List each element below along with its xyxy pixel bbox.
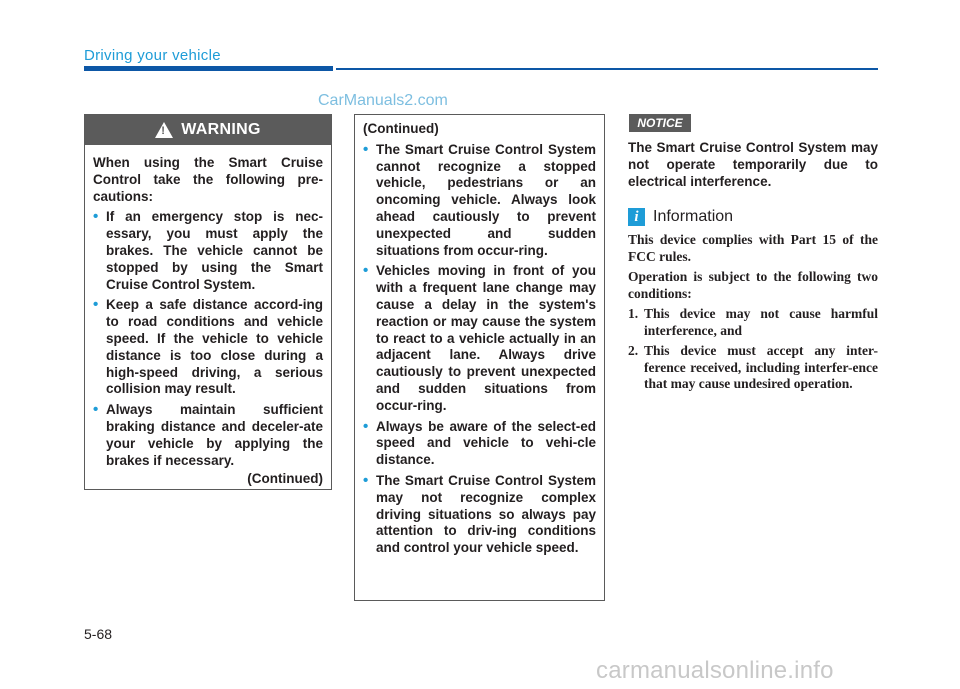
section-title: Driving your vehicle xyxy=(84,47,221,64)
information-list-item xyxy=(628,343,878,393)
information-paragraph: This device complies with Part 15 of the FCC rules. xyxy=(628,232,878,264)
list-number: 1. xyxy=(628,306,639,321)
continued-bullet: • Always be aware of the select-ed speed and vehicle to vehi-cle distance. xyxy=(363,419,596,469)
continued-warning-box xyxy=(354,114,605,601)
warning-bullet: • Keep a safe distance accord-ing to road conditions and vehicle speed. If the vehicle to vehicle distance is too close during a high-speed driving, a serious collision may result. xyxy=(93,297,323,398)
information-heading xyxy=(628,208,733,226)
header-rule-thin xyxy=(336,68,878,70)
info-icon: i xyxy=(628,208,645,226)
information-paragraph: Operation is subject to the following two conditions: xyxy=(628,269,878,301)
continued-bullet: • The Smart Cruise Control System cannot recognize a stopped vehicle, pedestrians or an oncoming vehicle. Always look ahead cautiously to prevent unexpected and sudden situations from occur-ring. xyxy=(363,142,596,260)
warning-triangle-icon xyxy=(155,122,173,138)
warning-header xyxy=(85,115,331,145)
list-text: This device may not cause harmful interference, and xyxy=(644,306,878,338)
warning-intro: When using the Smart Cruise Control take the following pre-cautions: xyxy=(93,155,323,204)
list-number: 2. xyxy=(628,343,639,358)
warning-label: WARNING xyxy=(181,121,261,138)
notice-text: The Smart Cruise Control System may not operate temporarily due to electrical interference. xyxy=(628,140,878,189)
warning-content xyxy=(85,145,331,488)
notice-badge: NOTICE xyxy=(629,114,691,132)
information-body xyxy=(628,232,878,397)
page-number: 5-68 xyxy=(84,626,113,642)
watermark-top: CarManuals2.com xyxy=(318,92,448,109)
watermark-bottom: carmanualsonline.info xyxy=(596,657,834,684)
continued-content xyxy=(355,115,604,557)
warning-box xyxy=(84,114,332,490)
warning-bullet: • If an emergency stop is nec-essary, you must apply the brakes. The vehicle cannot be stopped by using the Smart Cruise Control System. xyxy=(93,209,323,293)
information-list-item xyxy=(628,306,878,339)
information-title: Information xyxy=(653,208,734,225)
continued-heading: (Continued) xyxy=(363,121,439,136)
header-rule-thick xyxy=(84,66,333,71)
continued-bullet: • Vehicles moving in front of you with a frequent lane change may cause a delay in the system's reaction or may cause the system to react to a vehicle actually in an adjacent lane. Always drive cautiously to prevent unexpected and sudden situations from occur-ring. xyxy=(363,263,596,414)
continued-bullet: • The Smart Cruise Control System may not recognize complex driving situations so always pay attention to driv-ing conditions and control your vehicle speed. xyxy=(363,473,596,557)
warning-bullet: • Always maintain sufficient braking distance and deceler-ate your vehicle by applying the brakes if necessary. xyxy=(93,402,323,469)
warning-continued: (Continued) xyxy=(247,471,323,487)
list-text: This device must accept any inter-ference received, including interfer-ence that may cause undesired operation. xyxy=(644,343,878,391)
